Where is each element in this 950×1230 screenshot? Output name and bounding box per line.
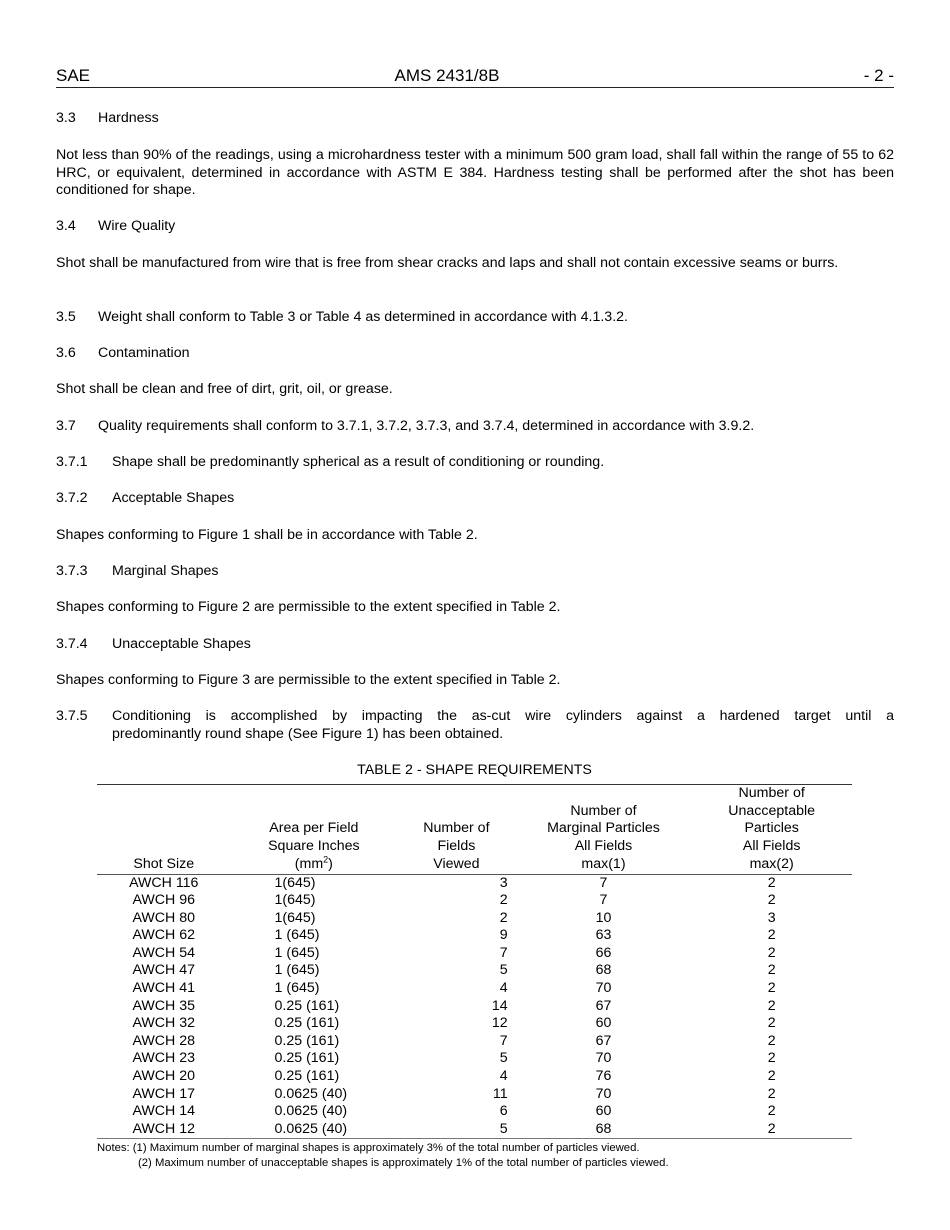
cell-shot-size: AWCH 54 bbox=[132, 944, 196, 961]
cell-area: 1 (645) bbox=[274, 927, 320, 944]
cell-area: 1 (645) bbox=[274, 962, 320, 979]
cell-marginal: 63 bbox=[595, 927, 612, 944]
section-3-7-3-heading bbox=[56, 563, 894, 581]
cell-fields-viewed: 14 bbox=[491, 997, 508, 1014]
cell-shot-size: AWCH 28 bbox=[132, 1032, 196, 1049]
cell-marginal: 60 bbox=[595, 1015, 612, 1032]
cell-unacceptable: 2 bbox=[767, 1015, 776, 1032]
cell-unacceptable: 3 bbox=[767, 909, 776, 926]
section-title: Shape shall be predominantly spherical as a result of conditioning or rounding. bbox=[112, 454, 605, 470]
cell-fields-viewed: 4 bbox=[499, 980, 508, 997]
section-3-7-5 bbox=[56, 708, 894, 743]
note-2: (2) Maximum number of unacceptable shapes is approximately 1% of the total number of particles viewed. bbox=[138, 1156, 669, 1169]
cell-unacceptable: 2 bbox=[767, 997, 776, 1014]
cell-marginal: 76 bbox=[595, 1068, 612, 1085]
cell-fields-viewed: 2 bbox=[499, 892, 508, 909]
cell-area: 0.25 (161) bbox=[274, 997, 340, 1014]
cell-marginal: 66 bbox=[595, 944, 612, 961]
cell-area: 1(645) bbox=[274, 874, 316, 891]
table-row bbox=[97, 1033, 852, 1051]
section-title: Unacceptable Shapes bbox=[112, 636, 251, 652]
cell-shot-size: AWCH 12 bbox=[97, 1121, 231, 1139]
cell-marginal: 70 bbox=[595, 1085, 612, 1102]
cell-fields-viewed: 4 bbox=[499, 1068, 508, 1085]
cell-shot-size: AWCH 116 bbox=[129, 874, 199, 891]
table-notes bbox=[97, 1141, 669, 1170]
cell-marginal: 67 bbox=[595, 997, 612, 1014]
note-1: Notes: (1) Maximum number of marginal shapes is approximately 3% of the total number of particles viewed. bbox=[97, 1142, 640, 1154]
cell-fields-viewed: 5 bbox=[499, 1050, 508, 1067]
section-number: 3.7.4 bbox=[56, 636, 88, 652]
cell-unacceptable: 2 bbox=[767, 980, 776, 997]
cell-area: 1 (645) bbox=[274, 944, 320, 961]
cell-shot-size: AWCH 47 bbox=[132, 962, 196, 979]
section-3-5-heading bbox=[56, 309, 894, 327]
cell-fields-viewed: 11 bbox=[492, 1085, 508, 1102]
cell-area: 1(645) bbox=[274, 892, 316, 909]
col-header-fields-viewed: Number of Fields Viewed bbox=[397, 785, 515, 875]
table-header-row bbox=[97, 785, 852, 875]
cell-fields-viewed: 3 bbox=[499, 874, 508, 891]
table-row bbox=[97, 892, 852, 910]
cell-marginal: 10 bbox=[595, 909, 612, 926]
cell-unacceptable: 2 bbox=[767, 1085, 776, 1102]
section-3-3-body: Not less than 90% of the readings, using a microhardness tester with a minimum 500 gram load, shall fall within the range of 55 to 62 HRC, or equivalent, determined in accordance with ASTM E 384. Hardness testing shall be performed after the shot has been conditioned for shape. bbox=[56, 147, 894, 198]
section-3-7-3-body: Shapes conforming to Figure 2 are permissible to the extent specified in Table 2. bbox=[56, 599, 561, 615]
section-3-6-heading bbox=[56, 345, 894, 363]
cell-shot-size: AWCH 80 bbox=[132, 909, 196, 926]
section-3-7-heading bbox=[56, 418, 894, 436]
table-row bbox=[97, 927, 852, 945]
section-3-3-heading bbox=[56, 110, 894, 128]
section-text bbox=[112, 708, 894, 743]
cell-unacceptable: 2 bbox=[767, 1103, 776, 1120]
section-number: 3.7 bbox=[56, 418, 76, 434]
cell-area: 0.25 (161) bbox=[274, 1068, 340, 1085]
section-title: Hardness bbox=[98, 110, 159, 126]
cell-area: 1(645) bbox=[274, 909, 316, 926]
cell-shot-size: AWCH 41 bbox=[132, 980, 196, 997]
section-3-7-4-heading bbox=[56, 636, 894, 654]
cell-unacceptable: 2 bbox=[767, 944, 776, 961]
cell-shot-size: AWCH 17 bbox=[132, 1085, 196, 1102]
cell-unacceptable: 2 bbox=[691, 1121, 852, 1139]
cell-area: 0.0625 (40) bbox=[274, 1103, 348, 1120]
cell-unacceptable: 2 bbox=[767, 874, 776, 891]
section-title: Marginal Shapes bbox=[112, 563, 219, 579]
cell-area: 0.25 (161) bbox=[274, 1032, 340, 1049]
cell-marginal: 68 bbox=[595, 962, 612, 979]
cell-marginal: 7 bbox=[599, 874, 608, 891]
cell-marginal: 70 bbox=[595, 1050, 612, 1067]
table-row bbox=[97, 1121, 852, 1139]
shape-requirements-table bbox=[97, 784, 852, 1139]
cell-unacceptable: 2 bbox=[767, 1068, 776, 1085]
cell-unacceptable: 2 bbox=[767, 1032, 776, 1049]
cell-shot-size: AWCH 20 bbox=[132, 1068, 196, 1085]
table-caption: TABLE 2 - SHAPE REQUIREMENTS bbox=[357, 762, 592, 778]
table-row bbox=[97, 1050, 852, 1068]
table-row bbox=[97, 945, 852, 963]
section-number: 3.7.2 bbox=[56, 490, 88, 506]
table-body bbox=[97, 874, 852, 1139]
section-title: Acceptable Shapes bbox=[112, 490, 235, 506]
section-number: 3.7.3 bbox=[56, 563, 88, 579]
cell-shot-size: AWCH 14 bbox=[132, 1103, 196, 1120]
table-row bbox=[97, 1015, 852, 1033]
table-row bbox=[97, 1068, 852, 1086]
cell-marginal: 7 bbox=[599, 892, 608, 909]
cell-area: 0.0625 (40) bbox=[231, 1121, 398, 1139]
section-3-7-2-heading bbox=[56, 490, 894, 508]
cell-marginal: 68 bbox=[516, 1121, 692, 1139]
table-row bbox=[97, 874, 852, 892]
cell-shot-size: AWCH 35 bbox=[132, 997, 196, 1014]
section-text-line-2: predominantly round shape (See Figure 1) has been obtained. bbox=[112, 725, 504, 742]
table-row bbox=[97, 1086, 852, 1104]
cell-area: 1 (645) bbox=[274, 980, 320, 997]
table-row bbox=[97, 980, 852, 998]
section-3-7-2-body: Shapes conforming to Figure 1 shall be in accordance with Table 2. bbox=[56, 527, 478, 543]
page-header bbox=[56, 66, 894, 88]
cell-unacceptable: 2 bbox=[767, 927, 776, 944]
section-number: 3.6 bbox=[56, 345, 76, 361]
section-text-line-1: Conditioning is accomplished by impacting the as-cut wire cylinders against a hardened target until a bbox=[112, 708, 894, 724]
col-header-unacceptable: Number of Unacceptable Particles All Fields max(2) bbox=[691, 785, 852, 875]
section-3-4-body: Shot shall be manufactured from wire that is free from shear cracks and laps and shall not contain excessive seams or burrs. bbox=[56, 255, 839, 271]
cell-fields-viewed: 6 bbox=[499, 1103, 508, 1120]
section-title: Wire Quality bbox=[98, 218, 176, 234]
cell-marginal: 67 bbox=[595, 1032, 612, 1049]
header-org: SAE bbox=[56, 66, 91, 85]
cell-unacceptable: 2 bbox=[767, 1050, 776, 1067]
cell-unacceptable: 2 bbox=[767, 892, 776, 909]
col-header-area: Area per Field Square Inches $(mm^2)$ bbox=[231, 785, 398, 875]
section-3-4-heading bbox=[56, 218, 894, 236]
section-3-7-1-heading bbox=[56, 454, 894, 472]
section-number: 3.7.1 bbox=[56, 454, 88, 470]
section-3-6-body: Shot shall be clean and free of dirt, grit, oil, or grease. bbox=[56, 381, 393, 397]
cell-area: 0.25 (161) bbox=[274, 1015, 340, 1032]
cell-fields-viewed: 7 bbox=[499, 1032, 508, 1049]
cell-shot-size: AWCH 62 bbox=[132, 927, 196, 944]
section-number: 3.7.5 bbox=[56, 708, 88, 724]
cell-marginal: 60 bbox=[595, 1103, 612, 1120]
cell-fields-viewed: 12 bbox=[491, 1015, 508, 1032]
cell-shot-size: AWCH 96 bbox=[132, 892, 196, 909]
cell-area: 0.25 (161) bbox=[274, 1050, 340, 1067]
col-header-marginal: Number of Marginal Particles All Fields max(1) bbox=[516, 785, 692, 875]
cell-fields-viewed: 7 bbox=[499, 944, 508, 961]
cell-fields-viewed: 9 bbox=[499, 927, 508, 944]
cell-unacceptable: 2 bbox=[767, 962, 776, 979]
header-doc-number: AMS 2431/8B bbox=[394, 66, 500, 85]
section-number: 3.3 bbox=[56, 110, 76, 126]
section-title: Weight shall conform to Table 3 or Table 4 as determined in accordance with 4.1.3.2. bbox=[98, 309, 628, 325]
table-row bbox=[97, 998, 852, 1016]
section-number: 3.5 bbox=[56, 309, 76, 325]
section-title: Quality requirements shall conform to 3.7.1, 3.7.2, 3.7.3, and 3.7.4, determined in accordance with 3.9.2. bbox=[98, 418, 755, 434]
section-number: 3.4 bbox=[56, 218, 76, 234]
cell-fields-viewed: 2 bbox=[499, 909, 508, 926]
section-3-7-4-body: Shapes conforming to Figure 3 are permissible to the extent specified in Table 2. bbox=[56, 672, 561, 688]
cell-fields-viewed: 5 bbox=[499, 962, 508, 979]
cell-area: 0.0625 (40) bbox=[274, 1085, 348, 1102]
cell-marginal: 70 bbox=[595, 980, 612, 997]
col-header-shot-size: Shot Size bbox=[97, 785, 231, 875]
cell-shot-size: AWCH 23 bbox=[132, 1050, 196, 1067]
header-page-number: - 2 - bbox=[863, 66, 894, 85]
table-row bbox=[97, 1103, 852, 1121]
table-row bbox=[97, 910, 852, 928]
table-row bbox=[97, 962, 852, 980]
section-title: Contamination bbox=[98, 345, 190, 361]
cell-fields-viewed: 5 bbox=[397, 1121, 515, 1139]
cell-shot-size: AWCH 32 bbox=[132, 1015, 196, 1032]
